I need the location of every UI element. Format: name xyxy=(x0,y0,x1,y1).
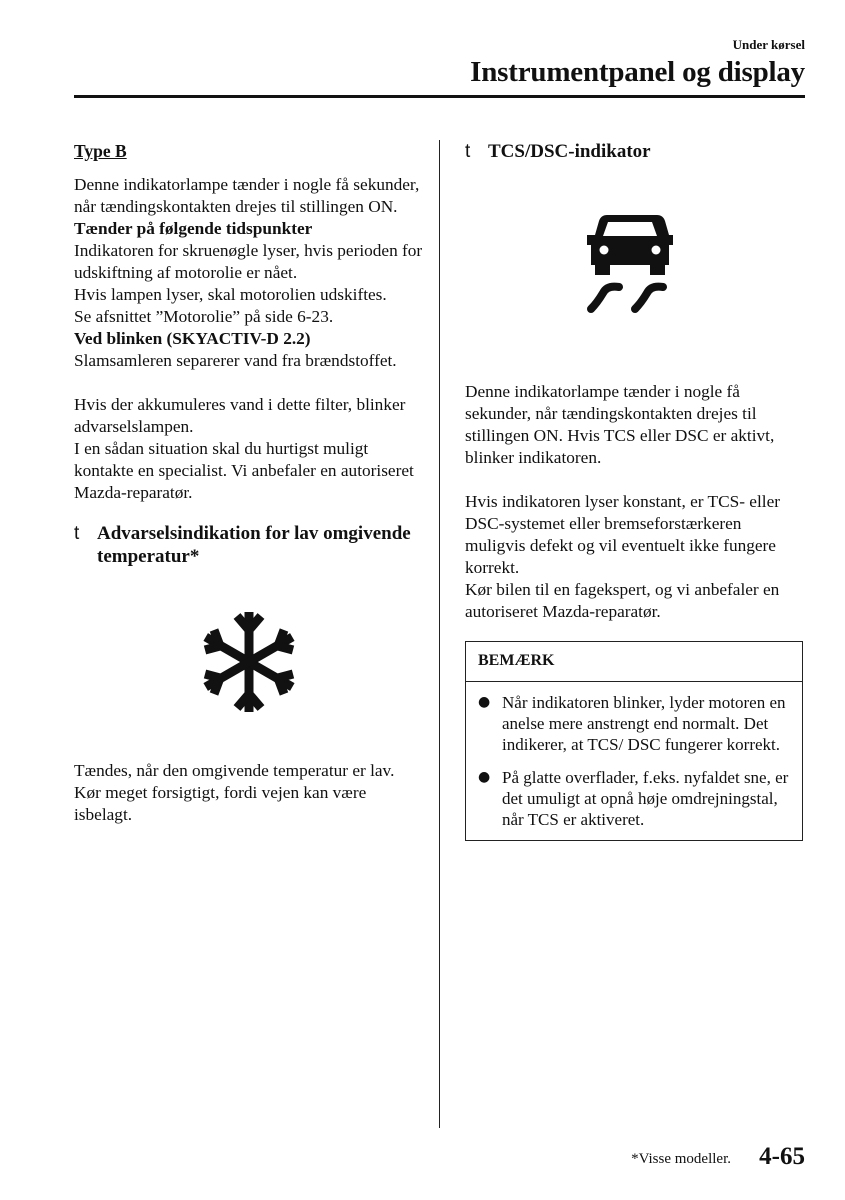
bullet-icon: ● xyxy=(478,769,491,785)
page-title: Instrumentpanel og display xyxy=(470,56,805,88)
left-paragraph-4: Se afsnittet ”Motorolie” på side 6-23. xyxy=(74,307,334,326)
left-paragraph-6: Hvis der akkumuleres vand i dette filter, blinker advarselslampen. xyxy=(74,395,406,436)
tcs-section-title: TCS/DSC-indikator xyxy=(488,141,651,162)
low-temp-section-heading xyxy=(74,522,424,568)
notice-box xyxy=(465,641,803,841)
column-divider xyxy=(439,140,440,1128)
right-paragraph-2: Hvis indikatoren lyser konstant, er TCS- eller DSC-systemet eller bremseforstærkeren muligvis defekt og vil eventuelt ikke fungere korrekt. xyxy=(465,492,781,577)
left-paragraph-1: Denne indikatorlampe tænder i nogle få sekunder, når tændingskontakten drejes til stillingen ON. xyxy=(74,175,420,216)
left-paragraph-2: Indikatoren for skruenøgle lyser, hvis perioden for udskiftning af motorolie er nået. xyxy=(74,241,423,282)
left-column xyxy=(74,140,424,826)
type-b-heading: Type B xyxy=(74,141,127,161)
left-paragraph-5: Slamsamleren separerer vand fra brændstoffet. xyxy=(74,351,397,370)
notice-item xyxy=(478,692,792,755)
left-paragraph-3: Hvis lampen lyser, skal motorolien udskiftes. xyxy=(74,285,387,304)
right-column xyxy=(465,140,805,841)
left-bold-heading-1: Tænder på følgende tidspunkter xyxy=(74,219,313,238)
notice-item-text: Når indikatoren blinker, lyder motoren en anelse mere anstrengt end normalt. Det indikerer, at TCS/ DSC fungerer korrekt. xyxy=(502,693,786,754)
section-bullet: t xyxy=(465,141,471,162)
notice-list xyxy=(466,682,802,840)
section-bullet: t xyxy=(74,523,80,544)
left-bold-heading-2: Ved blinken (SKYACTIV-D 2.2) xyxy=(74,329,311,348)
notice-item-text: På glatte overflader, f.eks. nyfaldet sne, er det umuligt at opnå høje omdrejningstal, når TCS er aktiveret. xyxy=(502,768,789,829)
footer-note: *Visse modeller. xyxy=(631,1151,731,1167)
left-paragraph-8: Tændes, når den omgivende temperatur er lav. xyxy=(74,761,395,780)
right-paragraph-3: Kør bilen til en fagekspert, og vi anbefaler en autoriseret Mazda-reparatør. xyxy=(465,580,780,621)
left-paragraph-7: I en sådan situation skal du hurtigst muligt kontakte en specialist. Vi anbefaler en autoriseret Mazda-reparatør. xyxy=(74,439,414,502)
page-number: 4-65 xyxy=(759,1143,805,1170)
snowflake-icon xyxy=(199,610,299,714)
tcs-section-heading xyxy=(465,140,805,163)
left-paragraph-9: Kør meget forsigtigt, fordi vejen kan være isbelagt. xyxy=(74,783,367,824)
notice-title: BEMÆRK xyxy=(466,642,802,682)
low-temp-section-title: Advarselsindikation for lav omgivende temperatur* xyxy=(97,523,411,567)
bullet-icon: ● xyxy=(478,694,491,710)
skidding-car-icon xyxy=(587,211,673,313)
right-paragraph-1: Denne indikatorlampe tænder i nogle få sekunder, når tændingskontakten drejes til stillingen ON. Hvis TCS eller DSC er aktivt, blinker indikatoren. xyxy=(465,382,775,467)
section-label: Under kørsel xyxy=(732,37,805,52)
header-rule xyxy=(74,95,805,98)
notice-item xyxy=(478,767,792,830)
